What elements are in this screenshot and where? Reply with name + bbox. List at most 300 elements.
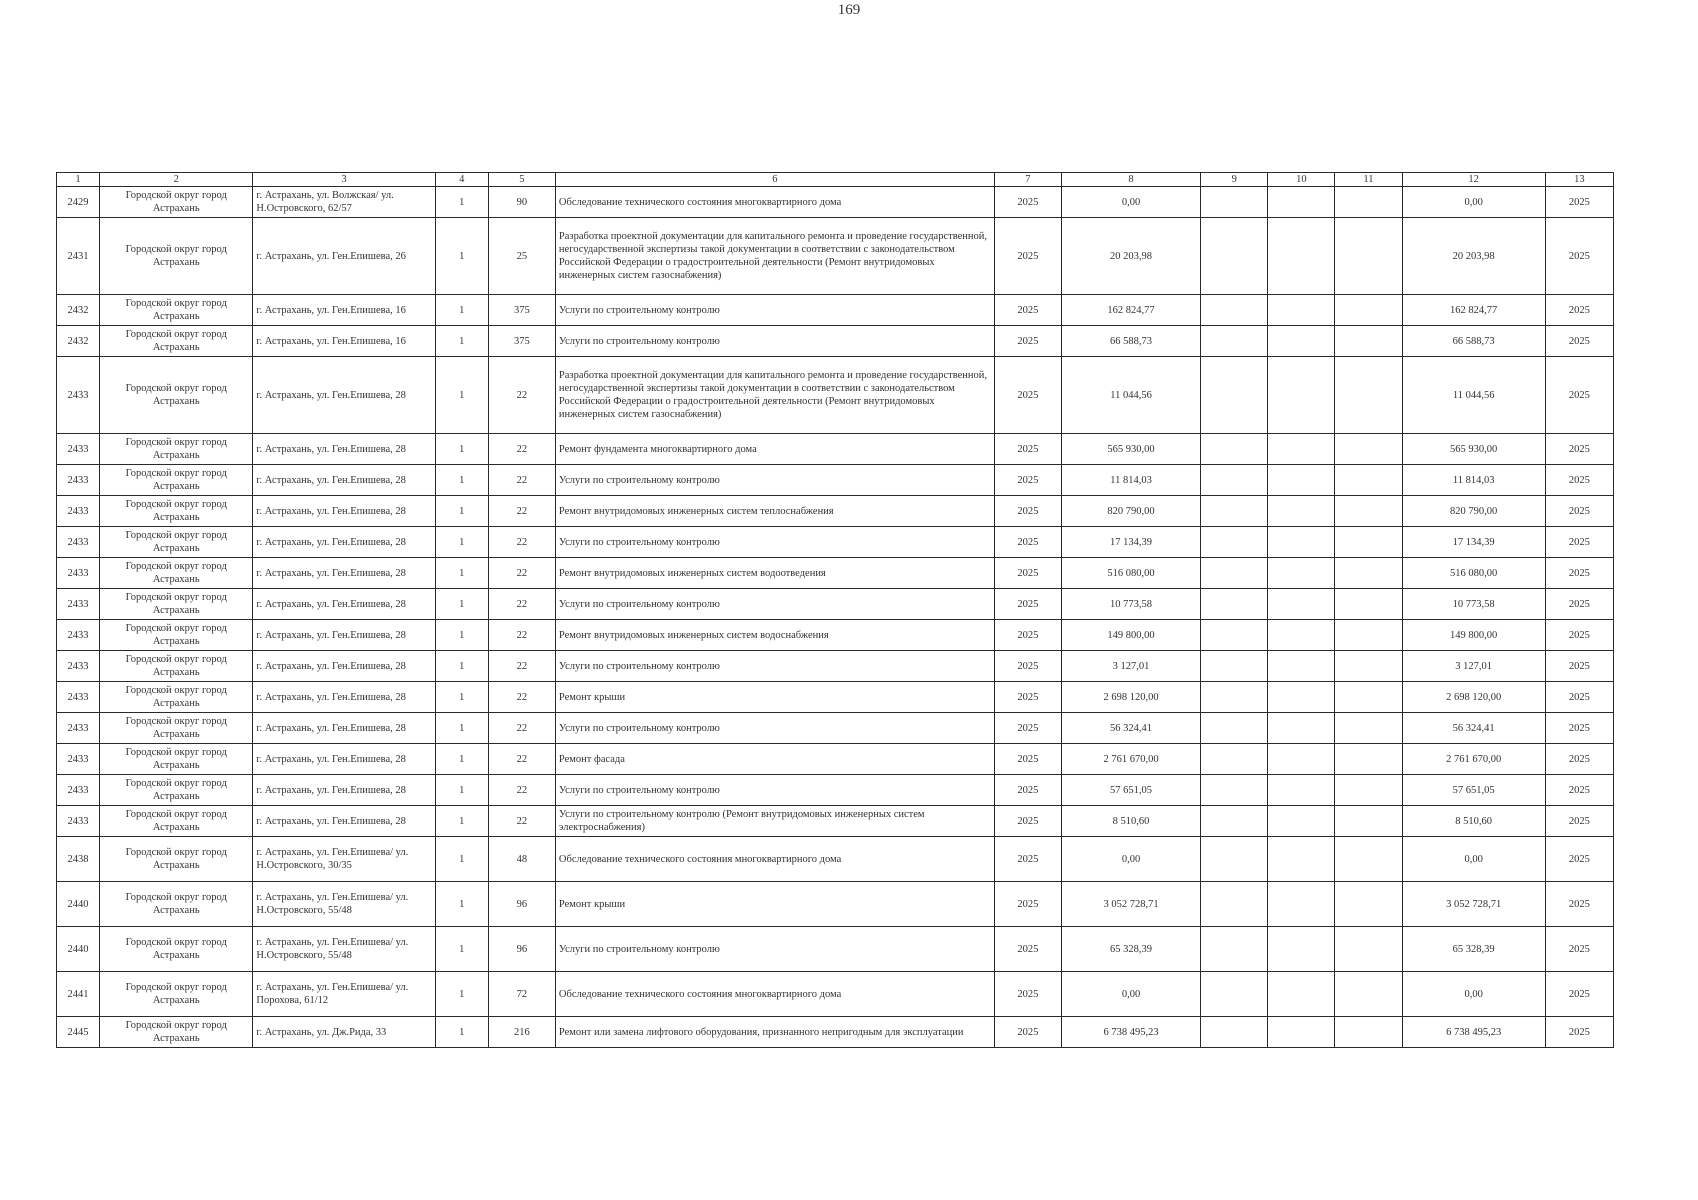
municipality-cell: Городской округ город Астрахань (100, 558, 253, 589)
cost-other-cell (1335, 927, 1402, 972)
cost-fund-cell (1201, 927, 1268, 972)
cost-owners-cell: 0,00 (1402, 972, 1545, 1017)
category-cell: 1 (435, 357, 488, 434)
table-row (57, 682, 1614, 713)
address-cell: г. Астрахань, ул. Ген.Епишева/ ул. Н.Островского, 55/48 (253, 927, 435, 972)
work-type-cell: Ремонт или замена лифтового оборудования, признанного непригодным для эксплуатации (555, 1017, 994, 1048)
plan-year-cell: 2025 (994, 357, 1061, 434)
column-header: 1 (57, 173, 100, 187)
total-cost-cell: 65 328,39 (1061, 927, 1200, 972)
category-cell: 1 (435, 187, 488, 218)
category-cell: 1 (435, 589, 488, 620)
apartments-cell: 216 (488, 1017, 555, 1048)
apartments-cell: 375 (488, 295, 555, 326)
column-header: 12 (1402, 173, 1545, 187)
column-header: 11 (1335, 173, 1402, 187)
total-cost-cell: 0,00 (1061, 972, 1200, 1017)
cost-owners-cell: 565 930,00 (1402, 434, 1545, 465)
cost-other-cell (1335, 187, 1402, 218)
work-type-cell: Ремонт фасада (555, 744, 994, 775)
apartments-cell: 22 (488, 434, 555, 465)
column-header: 10 (1268, 173, 1335, 187)
category-cell: 1 (435, 682, 488, 713)
address-cell: г. Астрахань, ул. Ген.Епишева, 28 (253, 496, 435, 527)
work-type-cell: Услуги по строительному контролю (555, 326, 994, 357)
cost-fund-cell (1201, 187, 1268, 218)
completion-year-cell: 2025 (1545, 218, 1613, 295)
total-cost-cell: 20 203,98 (1061, 218, 1200, 295)
cost-other-cell (1335, 713, 1402, 744)
plan-year-cell: 2025 (994, 927, 1061, 972)
cost-owners-cell: 8 510,60 (1402, 806, 1545, 837)
total-cost-cell: 11 044,56 (1061, 357, 1200, 434)
plan-year-cell: 2025 (994, 972, 1061, 1017)
work-type-cell: Услуги по строительному контролю (555, 927, 994, 972)
cost-fund-cell (1201, 744, 1268, 775)
total-cost-cell: 162 824,77 (1061, 295, 1200, 326)
address-cell: г. Астрахань, ул. Ген.Епишева/ ул. Н.Островского, 55/48 (253, 882, 435, 927)
cost-owners-cell: 149 800,00 (1402, 620, 1545, 651)
municipality-cell: Городской округ город Астрахань (100, 1017, 253, 1048)
row-number-cell: 2433 (57, 744, 100, 775)
category-cell: 1 (435, 775, 488, 806)
municipality-cell: Городской округ город Астрахань (100, 927, 253, 972)
row-number-cell: 2433 (57, 465, 100, 496)
column-header: 6 (555, 173, 994, 187)
cost-owners-cell: 162 824,77 (1402, 295, 1545, 326)
apartments-cell: 22 (488, 558, 555, 589)
cost-other-cell (1335, 682, 1402, 713)
category-cell: 1 (435, 434, 488, 465)
completion-year-cell: 2025 (1545, 620, 1613, 651)
total-cost-cell: 6 738 495,23 (1061, 1017, 1200, 1048)
total-cost-cell: 66 588,73 (1061, 326, 1200, 357)
table-body (57, 187, 1614, 1048)
cost-owners-cell: 3 127,01 (1402, 651, 1545, 682)
apartments-cell: 96 (488, 927, 555, 972)
table-row (57, 837, 1614, 882)
work-type-cell: Услуги по строительному контролю (555, 713, 994, 744)
cost-other-cell (1335, 882, 1402, 927)
address-cell: г. Астрахань, ул. Ген.Епишева, 28 (253, 620, 435, 651)
page-number: 169 (837, 2, 861, 18)
column-number-header-row (57, 173, 1614, 187)
total-cost-cell: 11 814,03 (1061, 465, 1200, 496)
address-cell: г. Астрахань, ул. Ген.Епишева, 28 (253, 651, 435, 682)
total-cost-cell: 17 134,39 (1061, 527, 1200, 558)
plan-year-cell: 2025 (994, 218, 1061, 295)
column-header: 8 (1061, 173, 1200, 187)
plan-year-cell: 2025 (994, 465, 1061, 496)
completion-year-cell: 2025 (1545, 682, 1613, 713)
cost-owners-cell: 3 052 728,71 (1402, 882, 1545, 927)
completion-year-cell: 2025 (1545, 357, 1613, 434)
municipality-cell: Городской округ город Астрахань (100, 775, 253, 806)
cost-other-cell (1335, 295, 1402, 326)
table-row (57, 1017, 1614, 1048)
work-type-cell: Ремонт внутридомовых инженерных систем водоотведения (555, 558, 994, 589)
total-cost-cell: 3 127,01 (1061, 651, 1200, 682)
table-row (57, 465, 1614, 496)
cost-other-cell (1335, 357, 1402, 434)
plan-year-cell: 2025 (994, 620, 1061, 651)
cost-budget-cell (1268, 806, 1335, 837)
cost-budget-cell (1268, 589, 1335, 620)
work-type-cell: Ремонт крыши (555, 882, 994, 927)
column-header: 3 (253, 173, 435, 187)
cost-budget-cell (1268, 218, 1335, 295)
cost-owners-cell: 11 044,56 (1402, 357, 1545, 434)
cost-owners-cell: 0,00 (1402, 187, 1545, 218)
cost-budget-cell (1268, 713, 1335, 744)
work-type-cell: Ремонт фундамента многоквартирного дома (555, 434, 994, 465)
table-row (57, 589, 1614, 620)
address-cell: г. Астрахань, ул. Ген.Епишева, 28 (253, 744, 435, 775)
row-number-cell: 2440 (57, 927, 100, 972)
apartments-cell: 22 (488, 357, 555, 434)
municipality-cell: Городской округ город Астрахань (100, 713, 253, 744)
completion-year-cell: 2025 (1545, 972, 1613, 1017)
table-row (57, 927, 1614, 972)
apartments-cell: 375 (488, 326, 555, 357)
plan-year-cell: 2025 (994, 434, 1061, 465)
total-cost-cell: 516 080,00 (1061, 558, 1200, 589)
table-row (57, 972, 1614, 1017)
cost-budget-cell (1268, 620, 1335, 651)
municipality-cell: Городской округ город Астрахань (100, 326, 253, 357)
address-cell: г. Астрахань, ул. Ген.Епишева, 28 (253, 775, 435, 806)
category-cell: 1 (435, 713, 488, 744)
cost-other-cell (1335, 837, 1402, 882)
total-cost-cell: 2 698 120,00 (1061, 682, 1200, 713)
row-number-cell: 2433 (57, 651, 100, 682)
plan-year-cell: 2025 (994, 1017, 1061, 1048)
category-cell: 1 (435, 882, 488, 927)
cost-owners-cell: 11 814,03 (1402, 465, 1545, 496)
municipality-cell: Городской округ город Астрахань (100, 837, 253, 882)
row-number-cell: 2438 (57, 837, 100, 882)
cost-other-cell (1335, 434, 1402, 465)
plan-year-cell: 2025 (994, 589, 1061, 620)
plan-year-cell: 2025 (994, 713, 1061, 744)
row-number-cell: 2431 (57, 218, 100, 295)
address-cell: г. Астрахань, ул. Ген.Епишева, 16 (253, 295, 435, 326)
cost-fund-cell (1201, 1017, 1268, 1048)
municipality-cell: Городской округ город Астрахань (100, 682, 253, 713)
cost-budget-cell (1268, 527, 1335, 558)
cost-other-cell (1335, 589, 1402, 620)
apartments-cell: 22 (488, 775, 555, 806)
table-row (57, 620, 1614, 651)
apartments-cell: 96 (488, 882, 555, 927)
cost-fund-cell (1201, 326, 1268, 357)
table-row (57, 651, 1614, 682)
cost-budget-cell (1268, 775, 1335, 806)
category-cell: 1 (435, 620, 488, 651)
row-number-cell: 2433 (57, 682, 100, 713)
address-cell: г. Астрахань, ул. Ген.Епишева, 28 (253, 682, 435, 713)
row-number-cell: 2433 (57, 527, 100, 558)
cost-fund-cell (1201, 651, 1268, 682)
cost-fund-cell (1201, 434, 1268, 465)
category-cell: 1 (435, 558, 488, 589)
cost-owners-cell: 820 790,00 (1402, 496, 1545, 527)
cost-fund-cell (1201, 527, 1268, 558)
apartments-cell: 22 (488, 496, 555, 527)
completion-year-cell: 2025 (1545, 1017, 1613, 1048)
municipality-cell: Городской округ город Астрахань (100, 744, 253, 775)
work-type-cell: Обследование технического состояния многоквартирного дома (555, 187, 994, 218)
column-header: 4 (435, 173, 488, 187)
total-cost-cell: 565 930,00 (1061, 434, 1200, 465)
work-type-cell: Обследование технического состояния многоквартирного дома (555, 972, 994, 1017)
column-header: 9 (1201, 173, 1268, 187)
apartments-cell: 48 (488, 837, 555, 882)
category-cell: 1 (435, 527, 488, 558)
address-cell: г. Астрахань, ул. Ген.Епишева, 16 (253, 326, 435, 357)
cost-fund-cell (1201, 558, 1268, 589)
category-cell: 1 (435, 326, 488, 357)
work-type-cell: Разработка проектной документации для капитального ремонта и проведение государственной, негосударственной экспертизы такой документации в соответствии с законодательством Российской Федерации о градостроительной деятельности (Ремонт внутридомовых инженерных систем газоснабжения) (555, 357, 994, 434)
cost-owners-cell: 516 080,00 (1402, 558, 1545, 589)
total-cost-cell: 0,00 (1061, 187, 1200, 218)
work-type-cell: Услуги по строительному контролю (555, 589, 994, 620)
cost-budget-cell (1268, 187, 1335, 218)
cost-budget-cell (1268, 496, 1335, 527)
total-cost-cell: 8 510,60 (1061, 806, 1200, 837)
address-cell: г. Астрахань, ул. Ген.Епишева, 28 (253, 465, 435, 496)
row-number-cell: 2433 (57, 357, 100, 434)
table-row (57, 775, 1614, 806)
cost-fund-cell (1201, 682, 1268, 713)
municipality-cell: Городской округ город Астрахань (100, 496, 253, 527)
row-number-cell: 2441 (57, 972, 100, 1017)
table-row (57, 295, 1614, 326)
work-type-cell: Ремонт внутридомовых инженерных систем теплоснабжения (555, 496, 994, 527)
cost-budget-cell (1268, 434, 1335, 465)
row-number-cell: 2433 (57, 713, 100, 744)
cost-owners-cell: 17 134,39 (1402, 527, 1545, 558)
cost-owners-cell: 6 738 495,23 (1402, 1017, 1545, 1048)
cost-budget-cell (1268, 972, 1335, 1017)
plan-year-cell: 2025 (994, 496, 1061, 527)
row-number-cell: 2433 (57, 496, 100, 527)
cost-fund-cell (1201, 465, 1268, 496)
cost-owners-cell: 65 328,39 (1402, 927, 1545, 972)
cost-budget-cell (1268, 558, 1335, 589)
table-row (57, 326, 1614, 357)
cost-other-cell (1335, 218, 1402, 295)
cost-owners-cell: 20 203,98 (1402, 218, 1545, 295)
work-type-cell: Услуги по строительному контролю (555, 651, 994, 682)
row-number-cell: 2433 (57, 589, 100, 620)
work-type-cell: Услуги по строительному контролю (Ремонт внутридомовых инженерных систем электроснабжения) (555, 806, 994, 837)
table-row (57, 496, 1614, 527)
cost-budget-cell (1268, 837, 1335, 882)
apartments-cell: 72 (488, 972, 555, 1017)
apartments-cell: 22 (488, 713, 555, 744)
row-number-cell: 2433 (57, 620, 100, 651)
row-number-cell: 2432 (57, 295, 100, 326)
total-cost-cell: 149 800,00 (1061, 620, 1200, 651)
cost-budget-cell (1268, 465, 1335, 496)
address-cell: г. Астрахань, ул. Волжская/ ул. Н.Островского, 62/57 (253, 187, 435, 218)
cost-fund-cell (1201, 295, 1268, 326)
cost-other-cell (1335, 620, 1402, 651)
apartments-cell: 22 (488, 620, 555, 651)
completion-year-cell: 2025 (1545, 326, 1613, 357)
apartments-cell: 25 (488, 218, 555, 295)
address-cell: г. Астрахань, ул. Ген.Епишева, 28 (253, 806, 435, 837)
completion-year-cell: 2025 (1545, 589, 1613, 620)
municipality-cell: Городской округ город Астрахань (100, 972, 253, 1017)
apartments-cell: 90 (488, 187, 555, 218)
cost-other-cell (1335, 1017, 1402, 1048)
row-number-cell: 2433 (57, 434, 100, 465)
plan-year-cell: 2025 (994, 682, 1061, 713)
apartments-cell: 22 (488, 682, 555, 713)
cost-budget-cell (1268, 326, 1335, 357)
completion-year-cell: 2025 (1545, 744, 1613, 775)
cost-owners-cell: 0,00 (1402, 837, 1545, 882)
plan-year-cell: 2025 (994, 744, 1061, 775)
municipality-cell: Городской округ город Астрахань (100, 434, 253, 465)
cost-owners-cell: 57 651,05 (1402, 775, 1545, 806)
column-header: 5 (488, 173, 555, 187)
cost-other-cell (1335, 806, 1402, 837)
category-cell: 1 (435, 651, 488, 682)
completion-year-cell: 2025 (1545, 295, 1613, 326)
completion-year-cell: 2025 (1545, 713, 1613, 744)
work-type-cell: Услуги по строительному контролю (555, 775, 994, 806)
address-cell: г. Астрахань, ул. Ген.Епишева, 26 (253, 218, 435, 295)
category-cell: 1 (435, 295, 488, 326)
cost-owners-cell: 2 761 670,00 (1402, 744, 1545, 775)
municipality-cell: Городской округ город Астрахань (100, 295, 253, 326)
municipality-cell: Городской округ город Астрахань (100, 620, 253, 651)
completion-year-cell: 2025 (1545, 806, 1613, 837)
cost-owners-cell: 2 698 120,00 (1402, 682, 1545, 713)
table-row (57, 434, 1614, 465)
table-row (57, 218, 1614, 295)
cost-budget-cell (1268, 927, 1335, 972)
cost-fund-cell (1201, 620, 1268, 651)
cost-budget-cell (1268, 295, 1335, 326)
work-type-cell: Ремонт внутридомовых инженерных систем водоснабжения (555, 620, 994, 651)
plan-year-cell: 2025 (994, 527, 1061, 558)
completion-year-cell: 2025 (1545, 927, 1613, 972)
work-type-cell: Разработка проектной документации для капитального ремонта и проведение государственной, негосударственной экспертизы такой документации в соответствии с законодательством Российской Федерации о градостроительной деятельности (Ремонт внутридомовых инженерных систем газоснабжения) (555, 218, 994, 295)
plan-year-cell: 2025 (994, 295, 1061, 326)
total-cost-cell: 56 324,41 (1061, 713, 1200, 744)
total-cost-cell: 10 773,58 (1061, 589, 1200, 620)
table-row (57, 187, 1614, 218)
table-row (57, 558, 1614, 589)
cost-budget-cell (1268, 357, 1335, 434)
plan-year-cell: 2025 (994, 775, 1061, 806)
municipality-cell: Городской округ город Астрахань (100, 218, 253, 295)
table-row (57, 357, 1614, 434)
column-header: 13 (1545, 173, 1613, 187)
cost-budget-cell (1268, 651, 1335, 682)
municipality-cell: Городской округ город Астрахань (100, 806, 253, 837)
municipality-cell: Городской округ город Астрахань (100, 651, 253, 682)
completion-year-cell: 2025 (1545, 465, 1613, 496)
completion-year-cell: 2025 (1545, 558, 1613, 589)
plan-year-cell: 2025 (994, 651, 1061, 682)
municipality-cell: Городской округ город Астрахань (100, 187, 253, 218)
municipality-cell: Городской округ город Астрахань (100, 465, 253, 496)
table-row (57, 527, 1614, 558)
completion-year-cell: 2025 (1545, 434, 1613, 465)
cost-fund-cell (1201, 775, 1268, 806)
column-header: 7 (994, 173, 1061, 187)
category-cell: 1 (435, 972, 488, 1017)
row-number-cell: 2429 (57, 187, 100, 218)
column-header: 2 (100, 173, 253, 187)
cost-other-cell (1335, 651, 1402, 682)
cost-fund-cell (1201, 589, 1268, 620)
row-number-cell: 2433 (57, 775, 100, 806)
category-cell: 1 (435, 744, 488, 775)
row-number-cell: 2445 (57, 1017, 100, 1048)
cost-fund-cell (1201, 806, 1268, 837)
cost-owners-cell: 66 588,73 (1402, 326, 1545, 357)
category-cell: 1 (435, 218, 488, 295)
cost-other-cell (1335, 326, 1402, 357)
cost-fund-cell (1201, 357, 1268, 434)
apartments-cell: 22 (488, 806, 555, 837)
address-cell: г. Астрахань, ул. Ген.Епишева, 28 (253, 527, 435, 558)
cost-budget-cell (1268, 682, 1335, 713)
completion-year-cell: 2025 (1545, 882, 1613, 927)
total-cost-cell: 57 651,05 (1061, 775, 1200, 806)
address-cell: г. Астрахань, ул. Ген.Епишева, 28 (253, 357, 435, 434)
work-type-cell: Услуги по строительному контролю (555, 527, 994, 558)
address-cell: г. Астрахань, ул. Дж.Рида, 33 (253, 1017, 435, 1048)
address-cell: г. Астрахань, ул. Ген.Епишева/ ул. Н.Островского, 30/35 (253, 837, 435, 882)
address-cell: г. Астрахань, ул. Ген.Епишева/ ул. Порохова, 61/12 (253, 972, 435, 1017)
apartments-cell: 22 (488, 589, 555, 620)
completion-year-cell: 2025 (1545, 496, 1613, 527)
cost-fund-cell (1201, 496, 1268, 527)
category-cell: 1 (435, 465, 488, 496)
plan-year-cell: 2025 (994, 882, 1061, 927)
address-cell: г. Астрахань, ул. Ген.Епишева, 28 (253, 558, 435, 589)
category-cell: 1 (435, 837, 488, 882)
row-number-cell: 2433 (57, 806, 100, 837)
cost-budget-cell (1268, 1017, 1335, 1048)
completion-year-cell: 2025 (1545, 837, 1613, 882)
plan-year-cell: 2025 (994, 187, 1061, 218)
plan-year-cell: 2025 (994, 558, 1061, 589)
apartments-cell: 22 (488, 527, 555, 558)
address-cell: г. Астрахань, ул. Ген.Епишева, 28 (253, 713, 435, 744)
table-row (57, 806, 1614, 837)
cost-budget-cell (1268, 882, 1335, 927)
capital-repair-table (56, 172, 1614, 1048)
municipality-cell: Городской округ город Астрахань (100, 357, 253, 434)
category-cell: 1 (435, 806, 488, 837)
cost-other-cell (1335, 558, 1402, 589)
cost-fund-cell (1201, 837, 1268, 882)
cost-fund-cell (1201, 882, 1268, 927)
category-cell: 1 (435, 927, 488, 972)
cost-fund-cell (1201, 218, 1268, 295)
category-cell: 1 (435, 1017, 488, 1048)
completion-year-cell: 2025 (1545, 775, 1613, 806)
plan-year-cell: 2025 (994, 837, 1061, 882)
